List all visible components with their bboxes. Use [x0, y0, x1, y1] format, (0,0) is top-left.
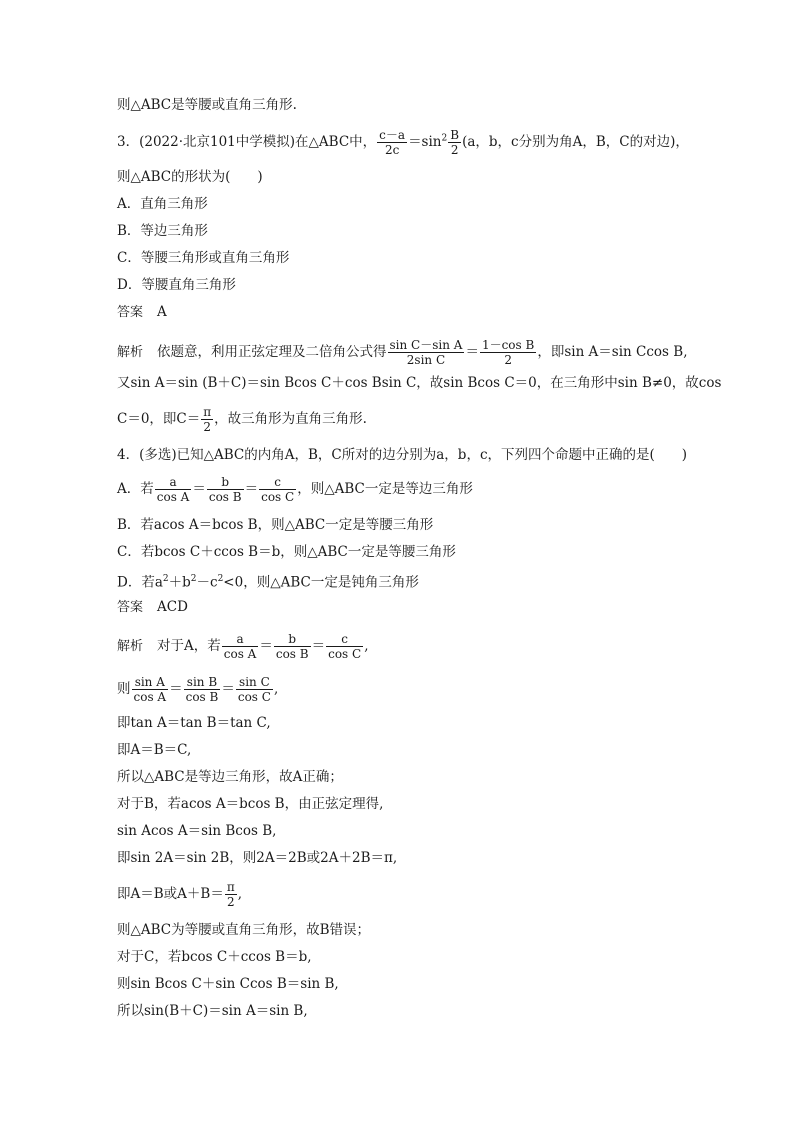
q4-solution-line-1: 解析 对于A，若 $\frac{a}{\text{cos A}}$ ＝ $\frac{b}{\text{cos B}}$ ＝ $\frac{c}{\text{cos C}}$ ,	[117, 632, 369, 661]
q3-suffix: (a，b，c分别为角A，B，C的对边)，	[462, 134, 689, 150]
q3-sol-line3-num: π	[203, 405, 212, 419]
q3-option-c: C．等腰三角形或直角三角形	[117, 250, 290, 266]
line-conclusion: 则△ABC是等腰或直角三角形.	[117, 97, 297, 113]
q4-optA-f3-den: cos C	[261, 490, 295, 504]
q4-s-frac-1: $\frac{\text{sin A}}{\text{cos A}}$	[133, 675, 167, 704]
q4-sol-frac-1: $\frac{a}{\text{cos A}}$	[223, 632, 257, 661]
q4-optA-frac-2	[207, 475, 244, 504]
q4-line-sin: sin Acos A＝sin Bcos B,	[117, 823, 277, 839]
q4-optA-f1-den: cos A	[156, 490, 190, 504]
q3-sol-eq: ＝	[465, 344, 479, 360]
q4-s-frac-2: $\frac{\text{sin B}}{\text{cos B}}$	[185, 675, 219, 704]
q3-eq: ＝sin	[408, 134, 442, 150]
q4-sol-frac-2: $\frac{b}{\text{cos B}}$	[275, 632, 309, 661]
q4-line-for-b: 对于B，若acos A＝bcos B，由正弦定理得,	[117, 796, 384, 812]
q4-solution-line-2: 则 $\frac{\text{sin A}}{\text{cos A}}$ ＝ $\frac{\text{sin B}}{\text{cos B}}$ ＝ $\frac{\text{sin C}}{\text{cos C}}$ ,	[117, 675, 279, 704]
q3-fraction-2	[448, 128, 461, 157]
q4-line-a-eq-b: 即A＝B或A＋B＝ $\frac{\pi}{2}$ ,	[117, 880, 243, 909]
q4-line-abc: 即A＝B＝C,	[117, 742, 192, 758]
q3-sol-frac-2	[480, 338, 536, 367]
q4-s-frac-3: $\frac{\text{sin C}}{\text{cos C}}$	[237, 675, 271, 704]
q4-optA-frac-1	[155, 475, 192, 504]
q3-frac-num: c－a	[379, 128, 406, 142]
q4-sol-frac-3: $\frac{c}{\text{cos C}}$	[328, 632, 362, 661]
q3-sol-a: 依题意，利用正弦定理及二倍角公式得	[157, 344, 387, 360]
q4-line-last: 所以sin(B＋C)＝sin A＝sin B,	[117, 1003, 308, 1019]
q3-option-a: A．直角三角形	[117, 196, 208, 212]
q3-solution-label: 解析	[117, 345, 144, 360]
q3-frac2-den: 2	[450, 143, 459, 157]
q4-optD-c: －c	[196, 574, 218, 591]
q3-answer-label: 答案	[117, 305, 144, 320]
q3-sol-line3-den: 2	[203, 420, 212, 434]
q4-line-sinb: 则sin Bcos C＋sin Ccos B＝sin B,	[117, 976, 339, 992]
q3-fraction	[377, 128, 407, 157]
q3-option-d: D．等腰直角三角形	[117, 277, 236, 293]
q4-optA-f2-den: cos B	[208, 490, 242, 504]
q4-optA-f3-num: c	[259, 475, 296, 490]
q4-line-isosceles: 则△ABC为等腰或直角三角形，故B错误；	[117, 922, 371, 938]
q3-sol-f1-num: sin C－sin A	[389, 338, 463, 352]
q4-ab-frac: $\frac{\pi}{2}$	[226, 880, 235, 909]
q3-solution-line-2: 又sin A＝sin (B＋C)＝sin Bcos C＋cos Bsin C，故sin Bcos C＝0，在三角形中sin B≠0，故cos	[117, 375, 722, 391]
q4-optA-frac-3	[259, 475, 296, 504]
q3-answer	[117, 303, 167, 322]
q3-sol-frac-1	[388, 338, 465, 367]
question-4-stem: 4．(多选)已知△ABC的内角A，B，C所对的边分别为a，b，c，下列四个命题中正确的是( )	[117, 447, 688, 463]
q4-answer-label: 答案	[117, 600, 144, 615]
q4-optA-a: A．若	[117, 481, 154, 497]
q3-answer-value: A	[157, 304, 167, 320]
q4-option-d: D．若$a^2+b^2-c^2<0$，则△ABC一定是钝角三角形	[117, 574, 419, 591]
q3-sol-line3a: C＝0，即C＝	[117, 411, 201, 427]
q3-solution-line-3	[117, 405, 367, 434]
question-3-stem	[117, 128, 689, 157]
q3-solution-line-1	[117, 338, 688, 367]
q3-sol-f1-den: 2sin C	[406, 353, 446, 367]
q4-optA-f1-num: a	[155, 475, 192, 490]
q4-line-tan: 即tan A＝tan B＝tan C,	[117, 715, 271, 731]
q4-optA-f2-num: b	[207, 475, 244, 490]
q4-solution-label: 解析	[117, 639, 144, 654]
q3-frac-den: 2c	[384, 143, 400, 157]
q3-sol-line3-frac	[201, 405, 213, 434]
q3-frac2-num: B	[450, 128, 460, 142]
q4-answer	[117, 598, 188, 617]
q4-answer-value: ACD	[157, 599, 188, 615]
q4-optA-b: ，则△ABC一定是等边三角形	[297, 481, 473, 497]
q3-sol-f2-den: 2	[504, 353, 512, 367]
q4-optD-a: D．若a	[117, 574, 163, 591]
q4-sol-b: ,	[364, 638, 369, 654]
q4-line-sin2: 即sin 2A＝sin 2B，则2A＝2B或2A＋2B＝π,	[117, 850, 398, 866]
q4-option-a: A．若 $\frac{a}{\text{cos A}}$ ＝ $\frac{b}{\text{cos B}}$ ＝ $\frac{c}{\text{cos C}}$ ，则△ABC一定是等边三角形	[117, 475, 473, 504]
q3-sol-b: ，即sin A＝sin Ccos B,	[537, 344, 688, 360]
q4-sol-a: 对于A，若	[157, 638, 221, 654]
q4-line-for-c: 对于C，若bcos C＋ccos B＝b,	[117, 949, 312, 965]
q3-sup: 2	[441, 133, 448, 144]
q4-optD-d: <0，则△ABC一定是钝角三角形	[223, 574, 419, 591]
q3-prefix: 3．(2022·北京101中学模拟)在△ABC中，	[117, 134, 377, 150]
q4-then: 则	[117, 681, 131, 697]
q4-option-b: B．若acos A＝bcos B，则△ABC一定是等腰三角形	[117, 517, 434, 533]
q3-sol-f2-num: 1－cos B	[481, 338, 535, 352]
q3-option-b: B．等边三角形	[117, 223, 208, 239]
q3-sol-line3b: ，故三角形为直角三角形.	[214, 411, 367, 427]
q4-line-equilateral: 所以△ABC是等边三角形，故A正确；	[117, 769, 343, 785]
q4-optD-b: ＋b	[168, 574, 191, 591]
question-3-line-2: 则△ABC的形状为( )	[117, 169, 263, 185]
q4-option-c: C．若bcos C＋ccos B＝b，则△ABC一定是等腰三角形	[117, 544, 456, 560]
